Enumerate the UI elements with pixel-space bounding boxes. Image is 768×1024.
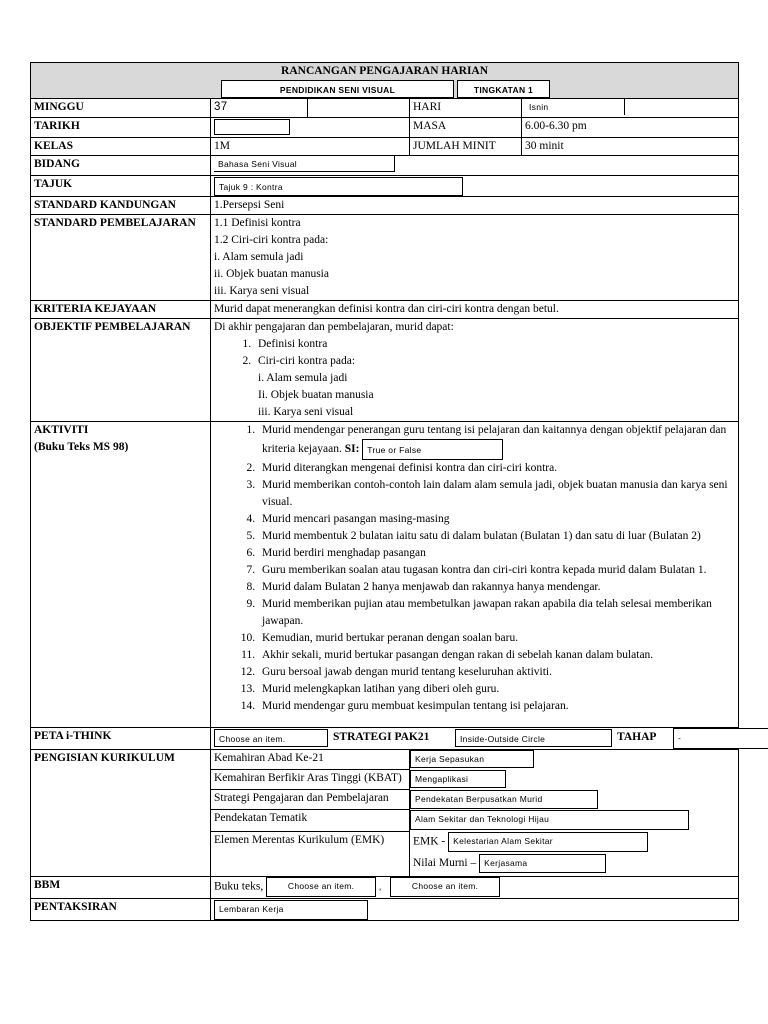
tarikh-field[interactable] [214, 119, 290, 135]
bbm-cell [211, 877, 739, 899]
jumlah-minit-label: JUMLAH MINIT [410, 138, 522, 156]
kurikulum-label: PENGISIAN KURIKULUM [31, 750, 211, 877]
kurikulum-row-cell [410, 750, 739, 770]
emk-row [413, 832, 735, 852]
nilai-row [413, 854, 735, 873]
aktiviti-item: 10. Kemudian, murid bertukar peranan dengan soalan baru. [258, 630, 735, 647]
bidang-cell [211, 156, 739, 176]
op-sub: Ii. Objek buatan manusia [258, 389, 374, 401]
tahap-field[interactable]: - [673, 728, 768, 749]
sp-line: ii. Objek buatan manusia [214, 268, 329, 280]
hari-cell [522, 99, 739, 118]
aktiviti-sublabel: (Buku Teks MS 98) [34, 441, 129, 453]
aktiviti-cell [211, 422, 739, 728]
aktiviti-item: 8. Murid dalam Bulatan 2 hanya menjawab dan rakannya hanya mendengar. [258, 579, 735, 596]
pentaksiran-cell [211, 899, 739, 921]
pentaksiran-label: PENTAKSIRAN [31, 899, 211, 921]
kurikulum-row-name: Pendekatan Tematik [211, 810, 410, 832]
sp-cell [211, 215, 739, 301]
pentaksiran-field[interactable]: Lembaran Kerja [214, 900, 368, 920]
bbm-item-1[interactable]: Choose an item. [266, 877, 376, 897]
aktiviti-label: AKTIVITI [34, 424, 89, 436]
subject-field[interactable]: PENDIDIKAN SENI VISUAL [221, 80, 454, 98]
kbat-field[interactable]: Mengaplikasi [410, 770, 506, 788]
si-field[interactable]: True or False [362, 439, 503, 460]
op-sub: iii. Karya seni visual [258, 406, 354, 418]
page-title: RANCANGAN PENGAJARAN HARIAN [281, 65, 489, 77]
strategi-pdp-field[interactable]: Pendekatan Berpusatkan Murid [410, 790, 598, 809]
nilai-field[interactable]: Kerjasama [479, 854, 606, 873]
jumlah-minit-value[interactable]: 30 minit [522, 138, 739, 156]
peta-field[interactable]: Choose an item. [214, 729, 328, 747]
aktiviti-item: 7. Guru memberikan soalan atau tugasan kontra dan ciri-ciri kontra kepada murid dalam Bulatan 1. [258, 562, 735, 579]
aktiviti-item: 12. Guru bersoal jawab dengan murid tentang keseluruhan aktiviti. [258, 664, 735, 681]
kurikulum-row-cell [410, 790, 739, 810]
kurikulum-row-cell [410, 810, 739, 832]
op-item: 1. Definisi kontra [254, 336, 735, 353]
sk-label: STANDARD KANDUNGAN [31, 197, 211, 215]
tarikh-cell [211, 118, 410, 138]
tajuk-cell [211, 176, 739, 197]
minggu-label: MINGGU [31, 99, 211, 118]
op-sub: i. Alam semula jadi [258, 372, 348, 384]
aktiviti-item: 5. Murid membentuk 2 bulatan iaitu satu di dalam bulatan (Bulatan 1) dan satu di luar (Bulatan 2) [258, 528, 735, 545]
op-label: OBJEKTIF PEMBELAJARAN [31, 319, 211, 422]
aktiviti-item: 4. Murid mencari pasangan masing-masing [258, 511, 735, 528]
masa-value[interactable]: 6.00-6.30 pm [522, 118, 739, 138]
form-field[interactable]: TINGKATAN 1 [457, 80, 550, 98]
aktiviti-item: 11. Akhir sekali, murid bertukar pasangan dengan rakan di sebelah kanan dalam bulatan. [258, 647, 735, 664]
aktiviti-item: 9. Murid memberikan pujian atau membetulkan jawapan rakan apabila dia telah selesai memberikan jawapan. [258, 596, 735, 630]
tajuk-field[interactable]: Tajuk 9 : Kontra [214, 177, 463, 196]
bidang-field[interactable]: Bahasa Seni Visual [214, 156, 395, 172]
emk-field[interactable]: Kelestarian Alam Sekitar [448, 832, 648, 852]
kelas-value[interactable]: 1M [211, 138, 410, 156]
aktiviti-list [214, 422, 735, 715]
aktiviti-item: 3. Murid memberikan contoh-contoh lain dalam alam semula jadi, objek buatan manusia dan karya seni visual. [258, 477, 735, 511]
tajuk-label: TAJUK [31, 176, 211, 197]
strategi-field[interactable]: Inside-Outside Circle [455, 729, 612, 747]
aktiviti-item: 13. Murid melengkapkan latihan yang diberi oleh guru. [258, 681, 735, 698]
emk-cell [410, 832, 739, 877]
aktiviti-item: 6. Murid berdiri menghadap pasangan [258, 545, 735, 562]
kurikulum-row-name: Kemahiran Berfikir Aras Tinggi (KBAT) [211, 770, 410, 790]
op-item: 2. Ciri-ciri kontra pada: [254, 353, 735, 370]
kk-value: Murid dapat menerangkan definisi kontra dan ciri-ciri kontra dengan betul. [211, 301, 739, 319]
aktiviti-item-text: Murid mendengar penerangan guru tentang isi pelajaran dan kaitannya dengan objektif pelajaran dan kriteria kejayaan. [262, 424, 727, 456]
op-intro: Di akhir pengajaran dan pembelajaran, murid dapat: [214, 321, 454, 333]
abad21-field[interactable]: Kerja Sepasukan [410, 750, 534, 768]
kurikulum-row-cell [410, 770, 739, 790]
peta-label: PETA i-THINK [31, 728, 211, 750]
bbm-label: BBM [31, 877, 211, 899]
lesson-plan-table [30, 62, 739, 921]
hari-value[interactable]: Isnin [525, 99, 625, 115]
lesson-plan-sheet [30, 62, 738, 921]
bbm-item-2[interactable]: Choose an item. [390, 877, 500, 897]
aktiviti-item: 2. Murid diterangkan mengenai definisi kontra dan ciri-ciri kontra. [258, 460, 735, 477]
tarikh-label: TARIKH [31, 118, 211, 138]
header-cell [31, 63, 739, 99]
kk-label: KRITERIA KEJAYAAN [31, 301, 211, 319]
si-label: SI: [344, 443, 360, 456]
aktiviti-label-cell [31, 422, 211, 728]
bbm-separator: , [378, 881, 382, 892]
emk-label: EMK - [413, 835, 446, 848]
sk-value: 1.Persepsi Seni [211, 197, 739, 215]
aktiviti-item [258, 422, 735, 460]
aktiviti-item: 14. Murid mendengar guru membuat kesimpulan tentang isi pelajaran. [258, 698, 735, 715]
op-list [214, 336, 735, 370]
op-cell [211, 319, 739, 422]
kurikulum-row-name: Elemen Merentas Kurikulum (EMK) [211, 832, 410, 877]
peta-cell [211, 728, 739, 750]
sp-line: 1.1 Definisi kontra [214, 217, 301, 229]
masa-label: MASA [410, 118, 522, 138]
nilai-label: Nilai Murni – [413, 856, 477, 869]
sp-label: STANDARD PEMBELAJARAN [31, 215, 211, 301]
bbm-text: Buku teks, [214, 880, 264, 893]
tahap-label: TAHAP [617, 731, 657, 743]
hari-label: HARI [410, 99, 522, 118]
bidang-label: BIDANG [31, 156, 211, 176]
minggu-empty [308, 99, 410, 118]
kurikulum-row-name: Strategi Pengajaran dan Pembelajaran [211, 790, 410, 810]
tematik-field[interactable]: Alam Sekitar dan Teknologi Hijau [410, 810, 689, 830]
kurikulum-row-name: Kemahiran Abad Ke-21 [211, 750, 410, 770]
strategi-label: STRATEGI PAK21 [333, 731, 430, 743]
sp-line: iii. Karya seni visual [214, 285, 310, 297]
sp-line: i. Alam semula jadi [214, 251, 304, 263]
minggu-value[interactable]: 37 [211, 99, 308, 118]
sp-line: 1.2 Ciri-ciri kontra pada: [214, 234, 329, 246]
kelas-label: KELAS [31, 138, 211, 156]
